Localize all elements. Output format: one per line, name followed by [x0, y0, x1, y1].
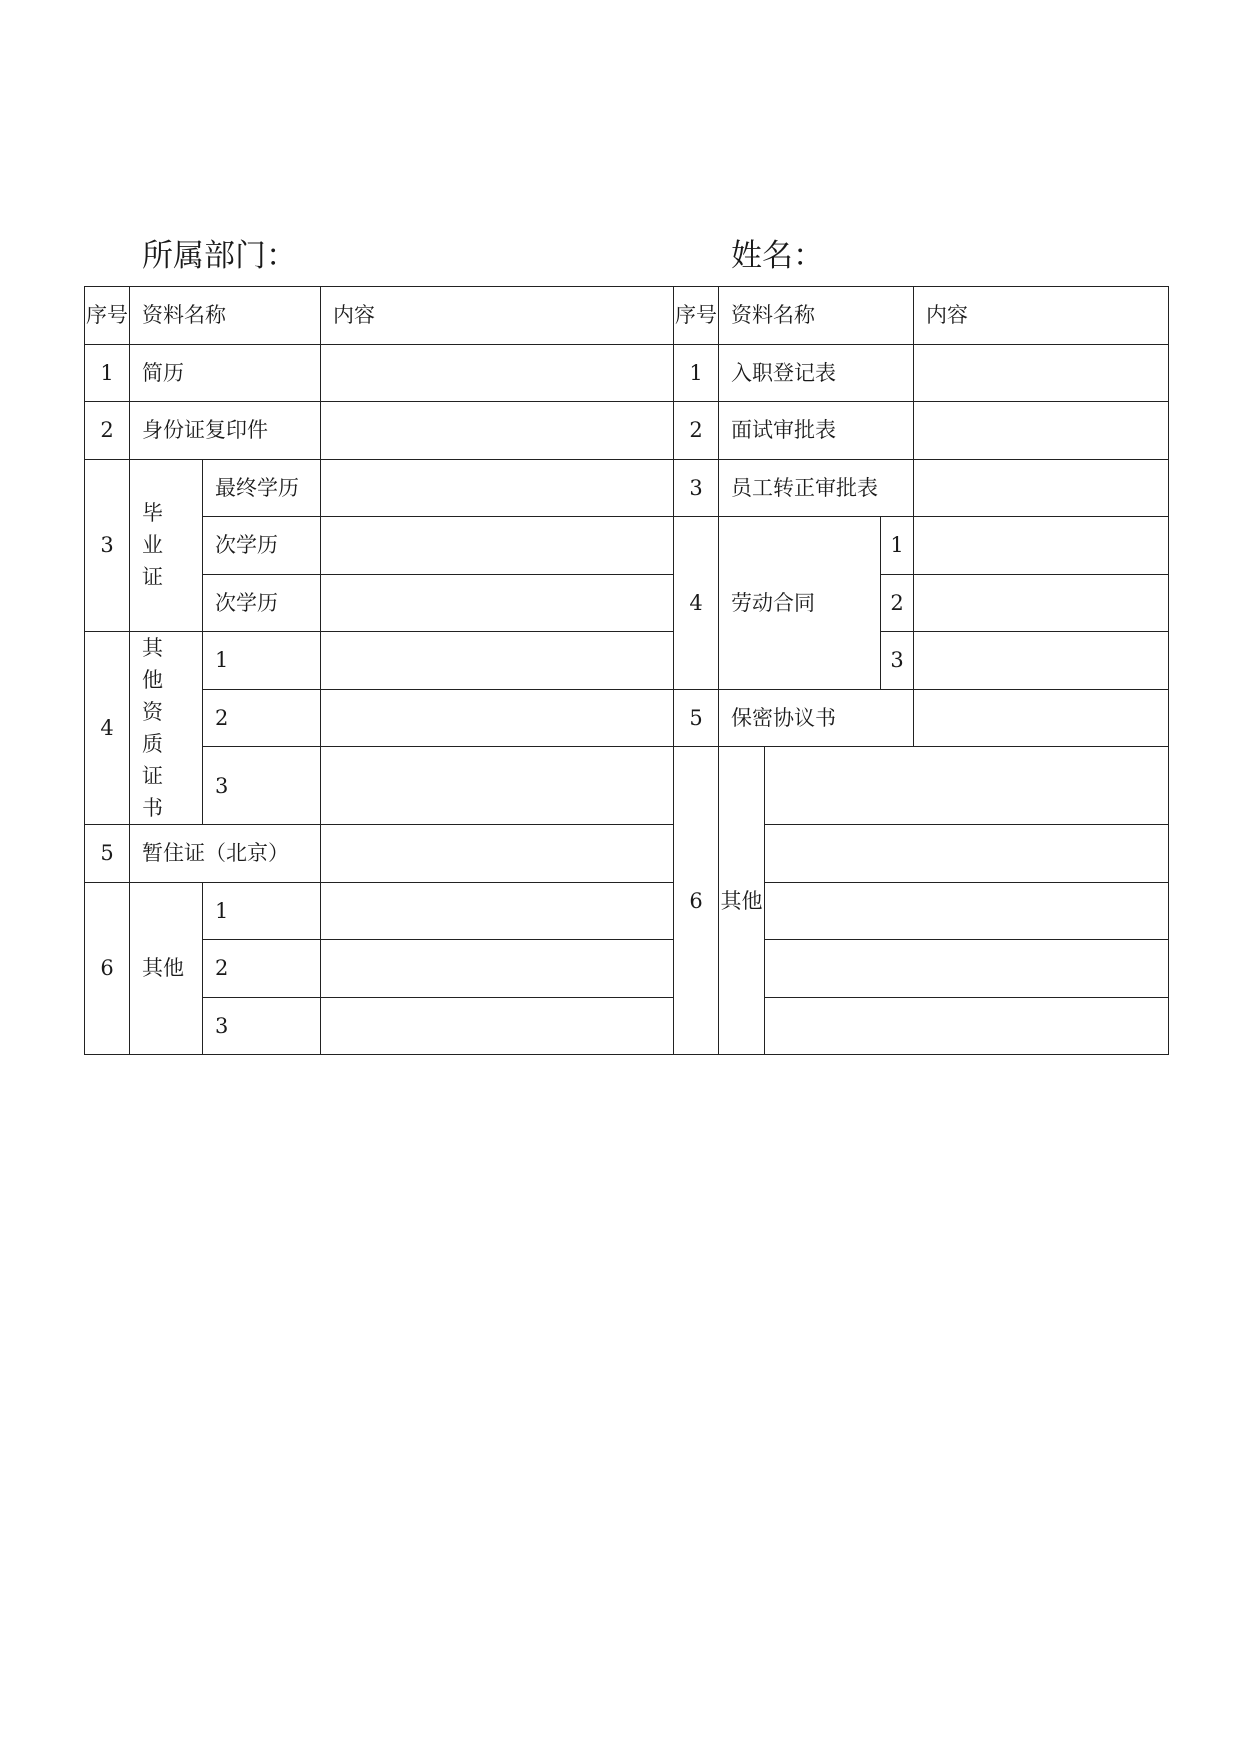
- left-sub-item: 次学历: [203, 517, 321, 575]
- left-seq: 2: [85, 402, 130, 460]
- right-sub-number: 3: [881, 632, 914, 690]
- left-item: 身份证复印件: [130, 402, 321, 460]
- table-header-row: [85, 287, 1169, 345]
- department-label: 所属部门：: [142, 238, 297, 274]
- right-seq: 6: [674, 747, 719, 1055]
- left-content-field[interactable]: [321, 747, 674, 825]
- right-seq-header: 序号: [674, 287, 719, 345]
- right-seq: 2: [674, 402, 719, 460]
- left-group-label: 其他资质证书: [130, 632, 203, 825]
- right-group-label: 其他: [719, 747, 765, 1055]
- left-seq: 1: [85, 344, 130, 402]
- table-row: [85, 344, 1169, 402]
- right-content-field[interactable]: [914, 689, 1169, 747]
- left-sub-item: 2: [203, 689, 321, 747]
- table-row: [85, 747, 1169, 825]
- document-checklist-table: [84, 286, 1169, 1055]
- right-seq: 1: [674, 344, 719, 402]
- right-sub-number: 1: [881, 517, 914, 575]
- right-content-field[interactable]: [765, 747, 1169, 825]
- right-seq: 3: [674, 459, 719, 517]
- right-content-field[interactable]: [765, 997, 1169, 1055]
- left-sub-item: 次学历: [203, 574, 321, 632]
- left-content-header: 内容: [321, 287, 674, 345]
- right-content-field[interactable]: [914, 459, 1169, 517]
- right-content-field[interactable]: [765, 882, 1169, 940]
- left-item: 暂住证（北京）: [130, 825, 321, 883]
- left-content-field[interactable]: [321, 940, 674, 998]
- left-seq: 6: [85, 882, 130, 1055]
- left-content-field[interactable]: [321, 344, 674, 402]
- left-content-field[interactable]: [321, 517, 674, 575]
- left-seq: 4: [85, 632, 130, 825]
- table-row: [85, 632, 1169, 690]
- right-content-field[interactable]: [914, 402, 1169, 460]
- left-item-header: 资料名称: [130, 287, 321, 345]
- left-item: 简历: [130, 344, 321, 402]
- left-content-field[interactable]: [321, 459, 674, 517]
- left-content-field[interactable]: [321, 574, 674, 632]
- table-row: [85, 574, 1169, 632]
- left-seq: 5: [85, 825, 130, 883]
- left-content-field[interactable]: [321, 689, 674, 747]
- left-group-label: 其他: [130, 882, 203, 1055]
- left-content-field[interactable]: [321, 882, 674, 940]
- left-group-label: 毕业证: [130, 459, 203, 632]
- right-content-field[interactable]: [765, 940, 1169, 998]
- table-row: [85, 689, 1169, 747]
- right-item-header: 资料名称: [719, 287, 914, 345]
- left-content-field[interactable]: [321, 632, 674, 690]
- right-sub-number: 2: [881, 574, 914, 632]
- table-row: [85, 882, 1169, 940]
- table-row: [85, 997, 1169, 1055]
- left-sub-item: 3: [203, 747, 321, 825]
- table-row: [85, 402, 1169, 460]
- right-item: 保密协议书: [719, 689, 914, 747]
- left-sub-item: 3: [203, 997, 321, 1055]
- left-content-field[interactable]: [321, 997, 674, 1055]
- left-sub-item: 1: [203, 882, 321, 940]
- right-seq: 4: [674, 517, 719, 690]
- right-content-field[interactable]: [765, 825, 1169, 883]
- left-content-field[interactable]: [321, 825, 674, 883]
- left-sub-item: 最终学历: [203, 459, 321, 517]
- left-content-field[interactable]: [321, 402, 674, 460]
- left-seq: 3: [85, 459, 130, 632]
- right-content-field[interactable]: [914, 517, 1169, 575]
- right-seq: 5: [674, 689, 719, 747]
- right-content-field[interactable]: [914, 344, 1169, 402]
- table-row: [85, 459, 1169, 517]
- left-seq-header: 序号: [85, 287, 130, 345]
- right-item: 劳动合同: [719, 517, 881, 690]
- name-label: 姓名：: [731, 238, 824, 274]
- table-row: [85, 825, 1169, 883]
- table-row: [85, 940, 1169, 998]
- left-sub-item: 1: [203, 632, 321, 690]
- left-sub-item: 2: [203, 940, 321, 998]
- right-content-field[interactable]: [914, 632, 1169, 690]
- table-row: [85, 517, 1169, 575]
- right-content-field[interactable]: [914, 574, 1169, 632]
- right-content-header: 内容: [914, 287, 1169, 345]
- right-item: 面试审批表: [719, 402, 914, 460]
- right-item: 员工转正审批表: [719, 459, 914, 517]
- right-item: 入职登记表: [719, 344, 914, 402]
